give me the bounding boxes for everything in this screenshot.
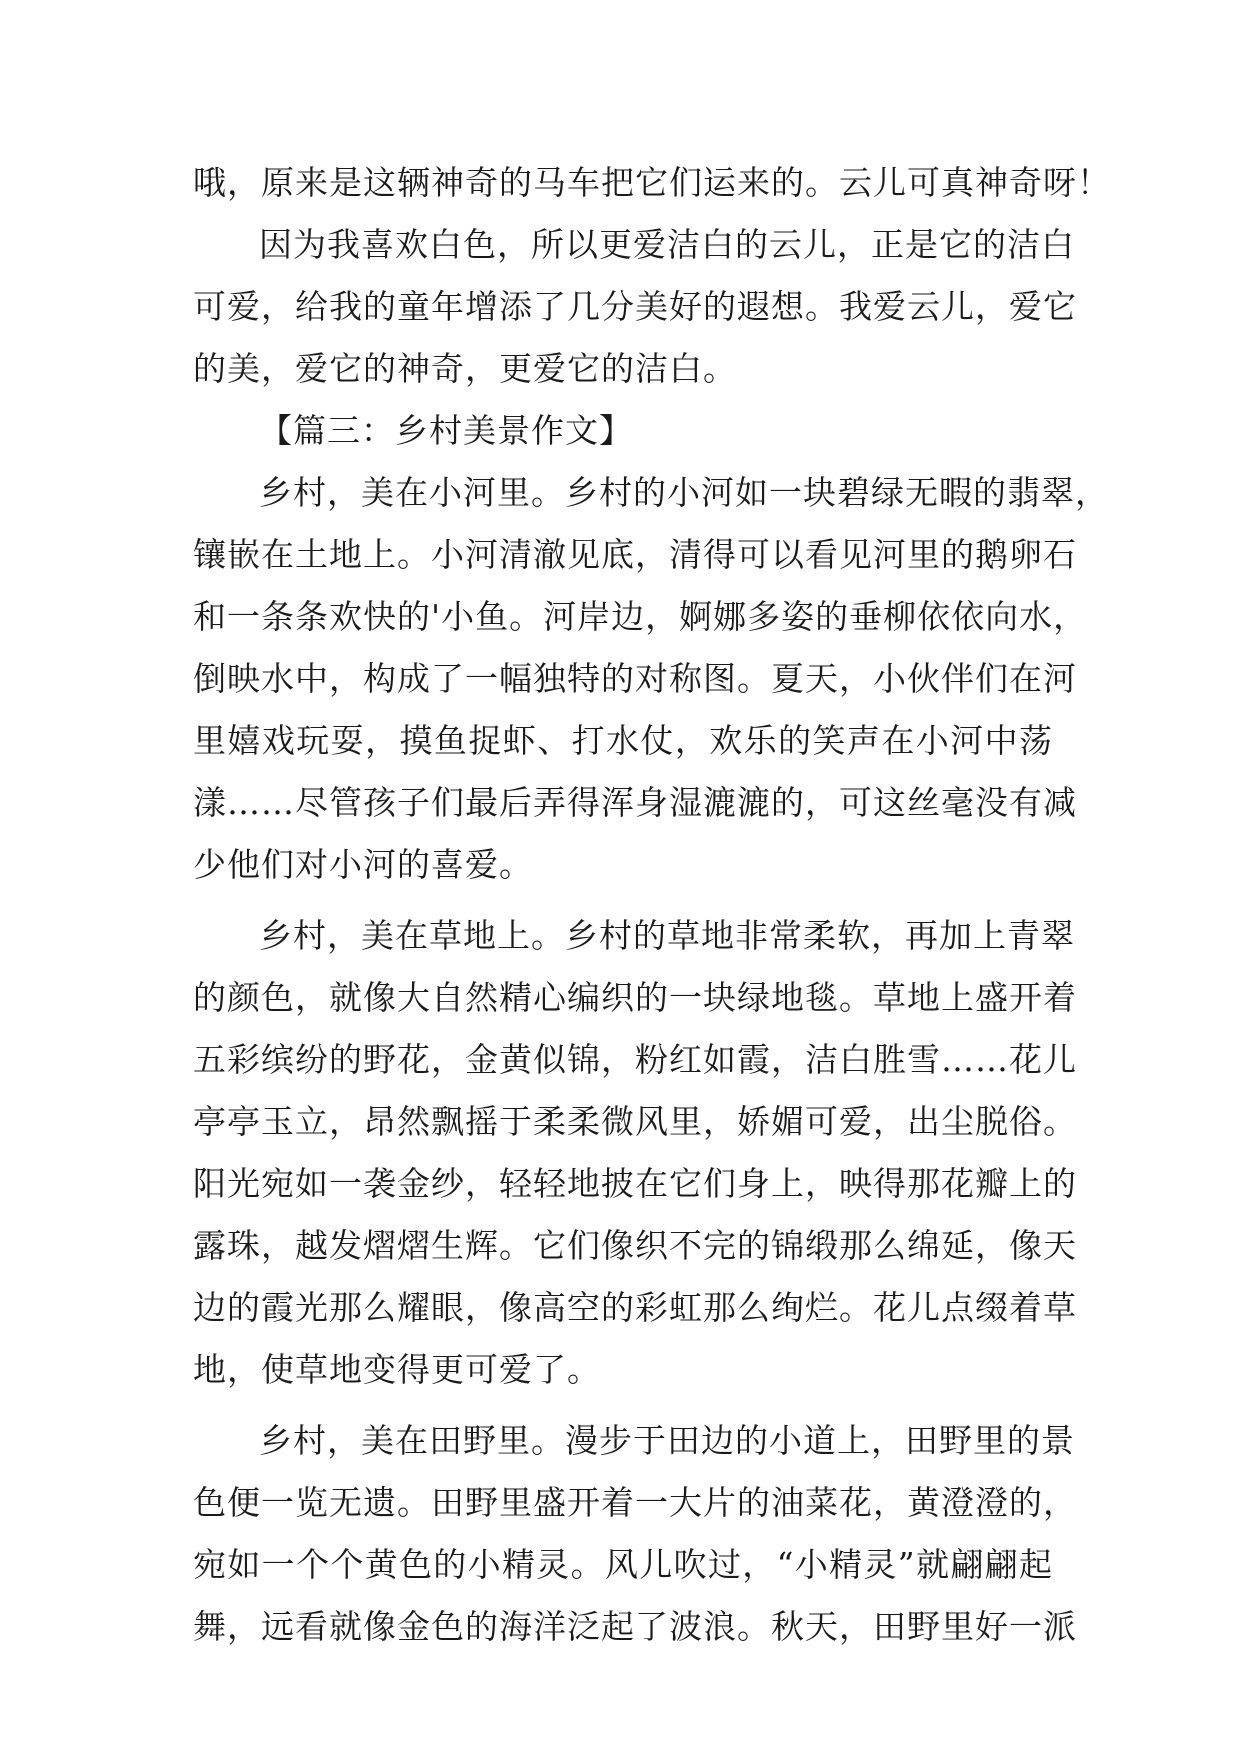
text-line: 舞，远看就像金色的海洋泛起了波浪。秋天，田野里好一派 [193,1607,1077,1646]
text-line: 阳光宛如一袭金纱，轻轻地披在它们身上，映得那花瓣上的 [193,1164,1077,1203]
paragraph-last-line: 的美，爱它的神奇，更爱它的洁白。 [193,349,737,388]
paragraph-last-line: 地，使草地变得更可爱了。 [193,1350,601,1389]
paragraph-first-line: 乡村，美在小河里。乡村的小河如一块碧绿无暇的翡翠， [259,473,1109,512]
paragraph-first-line: 因为我喜欢白色，所以更爱洁白的云儿，正是它的洁白 [259,225,1075,264]
text-line: 和一条条欢快的'小鱼。河岸边，婀娜多姿的垂柳依依向水， [193,597,1088,636]
text-line: 里嬉戏玩耍，摸鱼捉虾、打水仗，欢乐的笑声在小河中荡 [193,721,1053,760]
text-line: 倒映水中，构成了一幅独特的对称图。夏天，小伙伴们在河 [193,659,1077,698]
text-line: 镶嵌在土地上。小河清澈见底，清得可以看见河里的鹅卵石 [193,535,1077,574]
paragraph-first-line: 乡村，美在草地上。乡村的草地非常柔软，再加上青翠 [259,916,1075,955]
text-line: 边的霞光那么耀眼，像高空的彩虹那么绚烂。花儿点缀着草 [193,1288,1077,1327]
paragraph-first-line: 乡村，美在田野里。漫步于田边的小道上，田野里的景 [259,1421,1075,1460]
text-line: 哦，原来是这辆神奇的马车把它们运来的。云儿可真神奇呀！ [193,163,1111,202]
text-line: 亭亭玉立，昂然飘摇于柔柔微风里，娇媚可爱，出尘脱俗。 [193,1102,1077,1141]
text-line: 色便一览无遗。田野里盛开着一大片的油菜花，黄澄澄的， [193,1483,1077,1522]
text-line: 宛如一个个黄色的小精灵。风儿吹过，“小精灵”就翩翩起 [193,1545,1053,1584]
text-line: 漾……尽管孩子们最后弄得浑身湿漉漉的，可这丝毫没有减 [193,783,1077,822]
text-line: 五彩缤纷的野花，金黄似锦，粉红如霞，洁白胜雪……花儿 [193,1040,1077,1079]
section-heading: 【篇三：乡村美景作文】 [259,411,633,450]
text-line: 可爱，给我的童年增添了几分美好的遐想。我爱云儿，爱它 [193,287,1077,326]
text-line: 的颜色，就像大自然精心编织的一块绿地毯。草地上盛开着 [193,978,1077,1017]
paragraph-last-line: 少他们对小河的喜爱。 [193,845,533,884]
text-line: 露珠，越发熠熠生辉。它们像织不完的锦缎那么绵延，像天 [193,1226,1077,1265]
